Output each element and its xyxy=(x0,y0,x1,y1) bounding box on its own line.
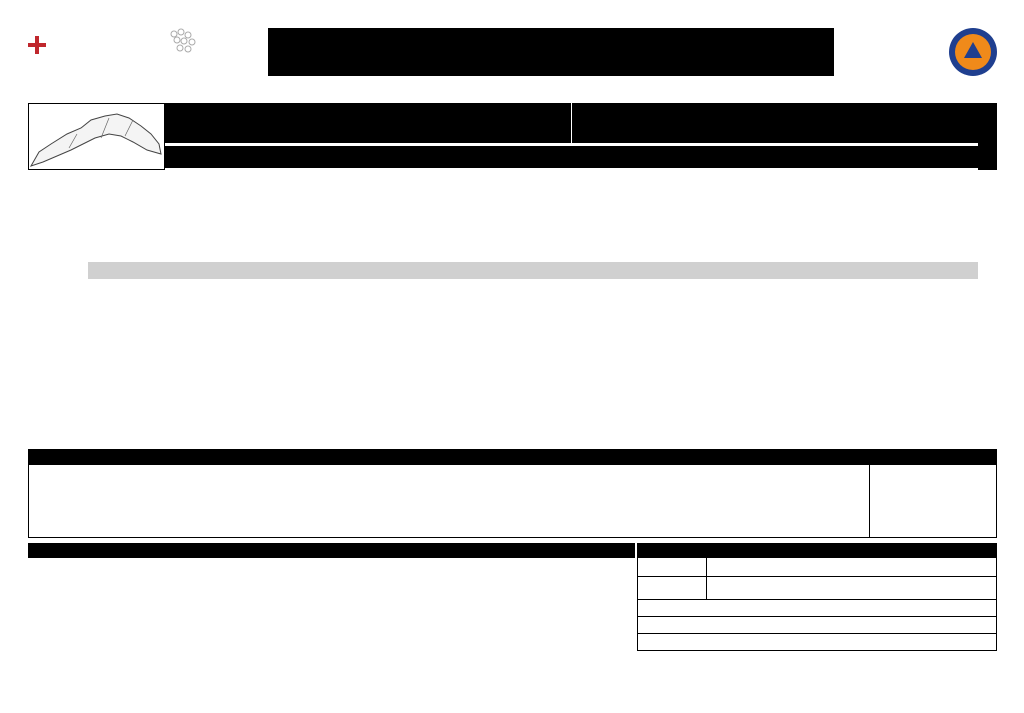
triangle-icon xyxy=(964,42,982,58)
legend-heading xyxy=(637,543,997,558)
title-box xyxy=(268,28,834,76)
zone-separator xyxy=(88,262,978,279)
arpal-logo xyxy=(28,36,50,54)
liguria-map xyxy=(28,103,165,170)
liguria-map-icon xyxy=(29,104,164,169)
protezione-civile-logo xyxy=(949,28,997,76)
legend-row-medium-basins xyxy=(637,617,997,634)
tendency-column-header xyxy=(978,103,997,170)
levels-heading xyxy=(28,543,635,558)
protezione-civile-inner xyxy=(955,34,991,70)
legend-row-white-cell xyxy=(637,558,997,577)
legend-row-large-basins xyxy=(637,634,997,651)
snpa-logo xyxy=(166,28,256,76)
legend-row-small-basins xyxy=(637,600,997,617)
detail-box xyxy=(28,464,997,538)
signature-box xyxy=(869,465,997,537)
liguria-cross-icon xyxy=(28,36,46,54)
signature-heading xyxy=(868,449,997,464)
legend-key-white-cell xyxy=(638,558,707,576)
hour-row xyxy=(165,146,978,168)
exclamation-icon xyxy=(638,577,707,599)
detail-heading xyxy=(28,449,868,464)
snpa-logo-icon xyxy=(166,28,206,58)
day-header xyxy=(165,103,978,143)
legend-row-exclamation xyxy=(637,577,997,600)
